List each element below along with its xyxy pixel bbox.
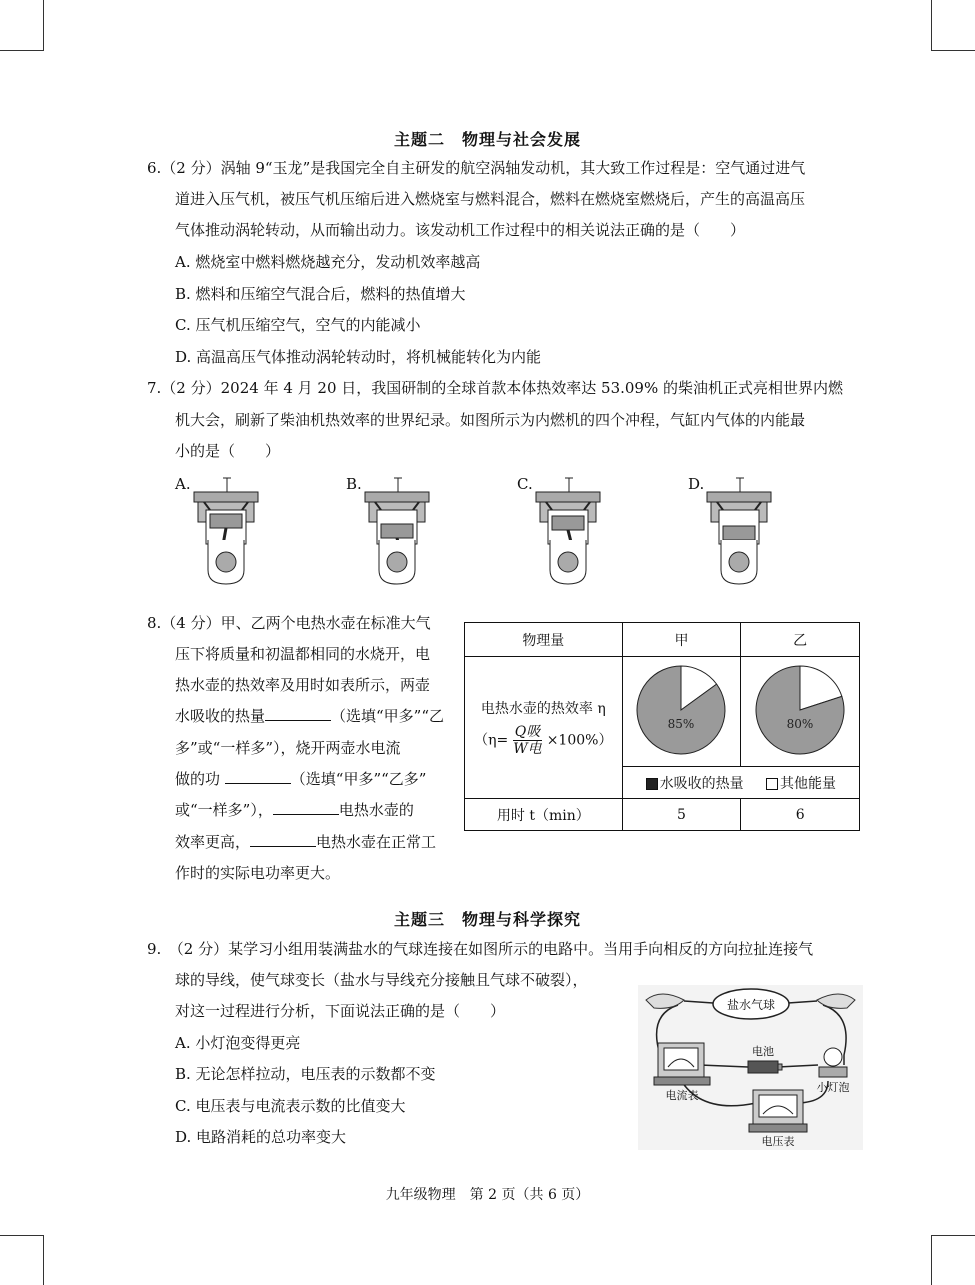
q8-line: 效率更高， 电热水壶在正常工 [175,833,437,851]
pie-data-label: 85% [668,716,695,731]
q9-line: 球的导线，使气球变长（盐水与导线充分接触且气球不破裂）， [175,971,588,989]
ammeter-label: 电流表 [665,1089,699,1102]
q9-line: 对这一过程进行分析，下面说法正确的是（ ） [175,1002,506,1020]
time-jia: 5 [622,799,741,831]
crop-mark [931,1235,932,1285]
time-label: 用时 t（min） [465,799,623,831]
crop-mark [931,0,932,50]
engine-stroke-b-diagram [361,474,433,588]
pie-legend: 水吸收的热量 其他能量 [622,767,859,799]
q6-option: D. 高温高压气体推动涡轮转动时，将机械能转化为内能 [175,348,542,366]
pie-cell-jia [622,657,741,767]
table-header: 乙 [741,623,860,657]
crop-mark [43,1235,44,1285]
pie-chart-yi [752,662,848,758]
crop-mark [0,1235,44,1236]
q6-line: 气体推动涡轮转动，从而输出动力。该发动机工作过程中的相关说法正确的是（ ） [175,221,746,239]
q7-line: 机大会，刷新了柴油机热效率的世界纪录。如图所示为内燃机的四个冲程，气缸内气体的内能最 [175,411,806,429]
bulb-label: 小灯泡 [816,1081,850,1094]
q8-line: 水吸收的热量 （选填“甲多”“乙 [175,707,445,725]
answer-blank [250,832,316,847]
section-title: 主题三 物理与科学探究 [393,910,581,929]
answer-blank [273,800,339,815]
efficiency-label-cell [465,657,623,799]
answer-blank [225,769,291,784]
q6-line: 道进入压气机，被压气机压缩后进入燃烧室与燃料混合，燃料在燃烧室燃烧后，产生的高温高压 [175,190,806,208]
q8-line: 作时的实际电功率更大。 [175,864,341,882]
q6-option: A. 燃烧室中燃料燃烧越充分，发动机效率越高 [175,253,481,271]
crop-mark [43,0,44,50]
q7-option-label: C. [517,475,533,493]
q8-line: 热水壶的热效率及用时如表所示，两壶 [175,676,431,694]
efficiency-label: 电热水壶的热效率 η [480,701,606,717]
section-title: 主题二 物理与社会发展 [393,130,581,149]
time-yi: 6 [741,799,860,831]
q8-line: 或“一样多”）， 电热水壶的 [175,801,414,819]
table-header: 物理量 [465,623,623,657]
q7-option-label: D. [688,475,705,493]
q8-line: 压下将质量和初温都相同的水烧开，电 [175,645,431,663]
q7-line: 7.（2 分）2024 年 4 月 20 日，我国研制的全球首款本体热效率达 53.09% 的柴油机正式亮相世界内燃 [147,379,844,397]
table-header: 甲 [622,623,741,657]
q6-line: 6.（2 分）涡轴 9“玉龙”是我国完全自主研发的航空涡轴发动机，其大致工作过程是：空气通过进气 [147,159,806,177]
q6-option: B. 燃料和压缩空气混合后，燃料的热值增大 [175,285,466,303]
q8-line: 8.（4 分）甲、乙两个电热水壶在标准大气 [147,614,431,632]
q9-option: C. 电压表与电流表示数的比值变大 [175,1097,406,1115]
q8-line: 多”或“一样多”），烧开两壶水电流 [175,739,401,757]
q7-option-label: A. [175,475,191,493]
q7-line: 小的是（ ） [175,442,281,460]
balloon-label: 盐水气球 [726,998,776,1012]
q9-option: B. 无论怎样拉动，电压表的示数都不变 [175,1065,436,1083]
efficiency-table [464,622,860,831]
crop-mark [931,50,975,51]
engine-stroke-a-diagram [190,474,262,588]
q9-line: 9. （2 分）某学习小组用装满盐水的气球连接在如图所示的电路中。当用手向相反的方向拉扯连接气 [147,940,814,958]
q6-option: C. 压气机压缩空气，空气的内能减小 [175,316,421,334]
pie-chart-jia [633,662,729,758]
answer-blank [265,706,331,721]
q9-option: D. 电路消耗的总功率变大 [175,1128,347,1146]
q9-option: A. 小灯泡变得更亮 [175,1034,301,1052]
pie-data-label: 80% [786,716,814,731]
crop-mark [0,50,44,51]
engine-stroke-c-diagram [532,474,604,588]
circuit-diagram [638,985,863,1150]
pie-cell-yi [741,657,860,767]
q7-option-label: B. [346,475,362,493]
crop-mark [931,1235,975,1236]
engine-stroke-d-diagram [703,474,775,588]
q8-line: 做的功 （选填“甲多”“乙多” [175,770,427,788]
efficiency-formula: （η= $\frac{\text{Q吸}}{\text{W电}}$ ×100%） [474,724,613,757]
voltmeter-label: 电压表 [761,1135,795,1148]
battery-label: 电池 [752,1045,774,1058]
page-footer: 九年级物理 第 2 页（共 6 页） [385,1187,590,1203]
